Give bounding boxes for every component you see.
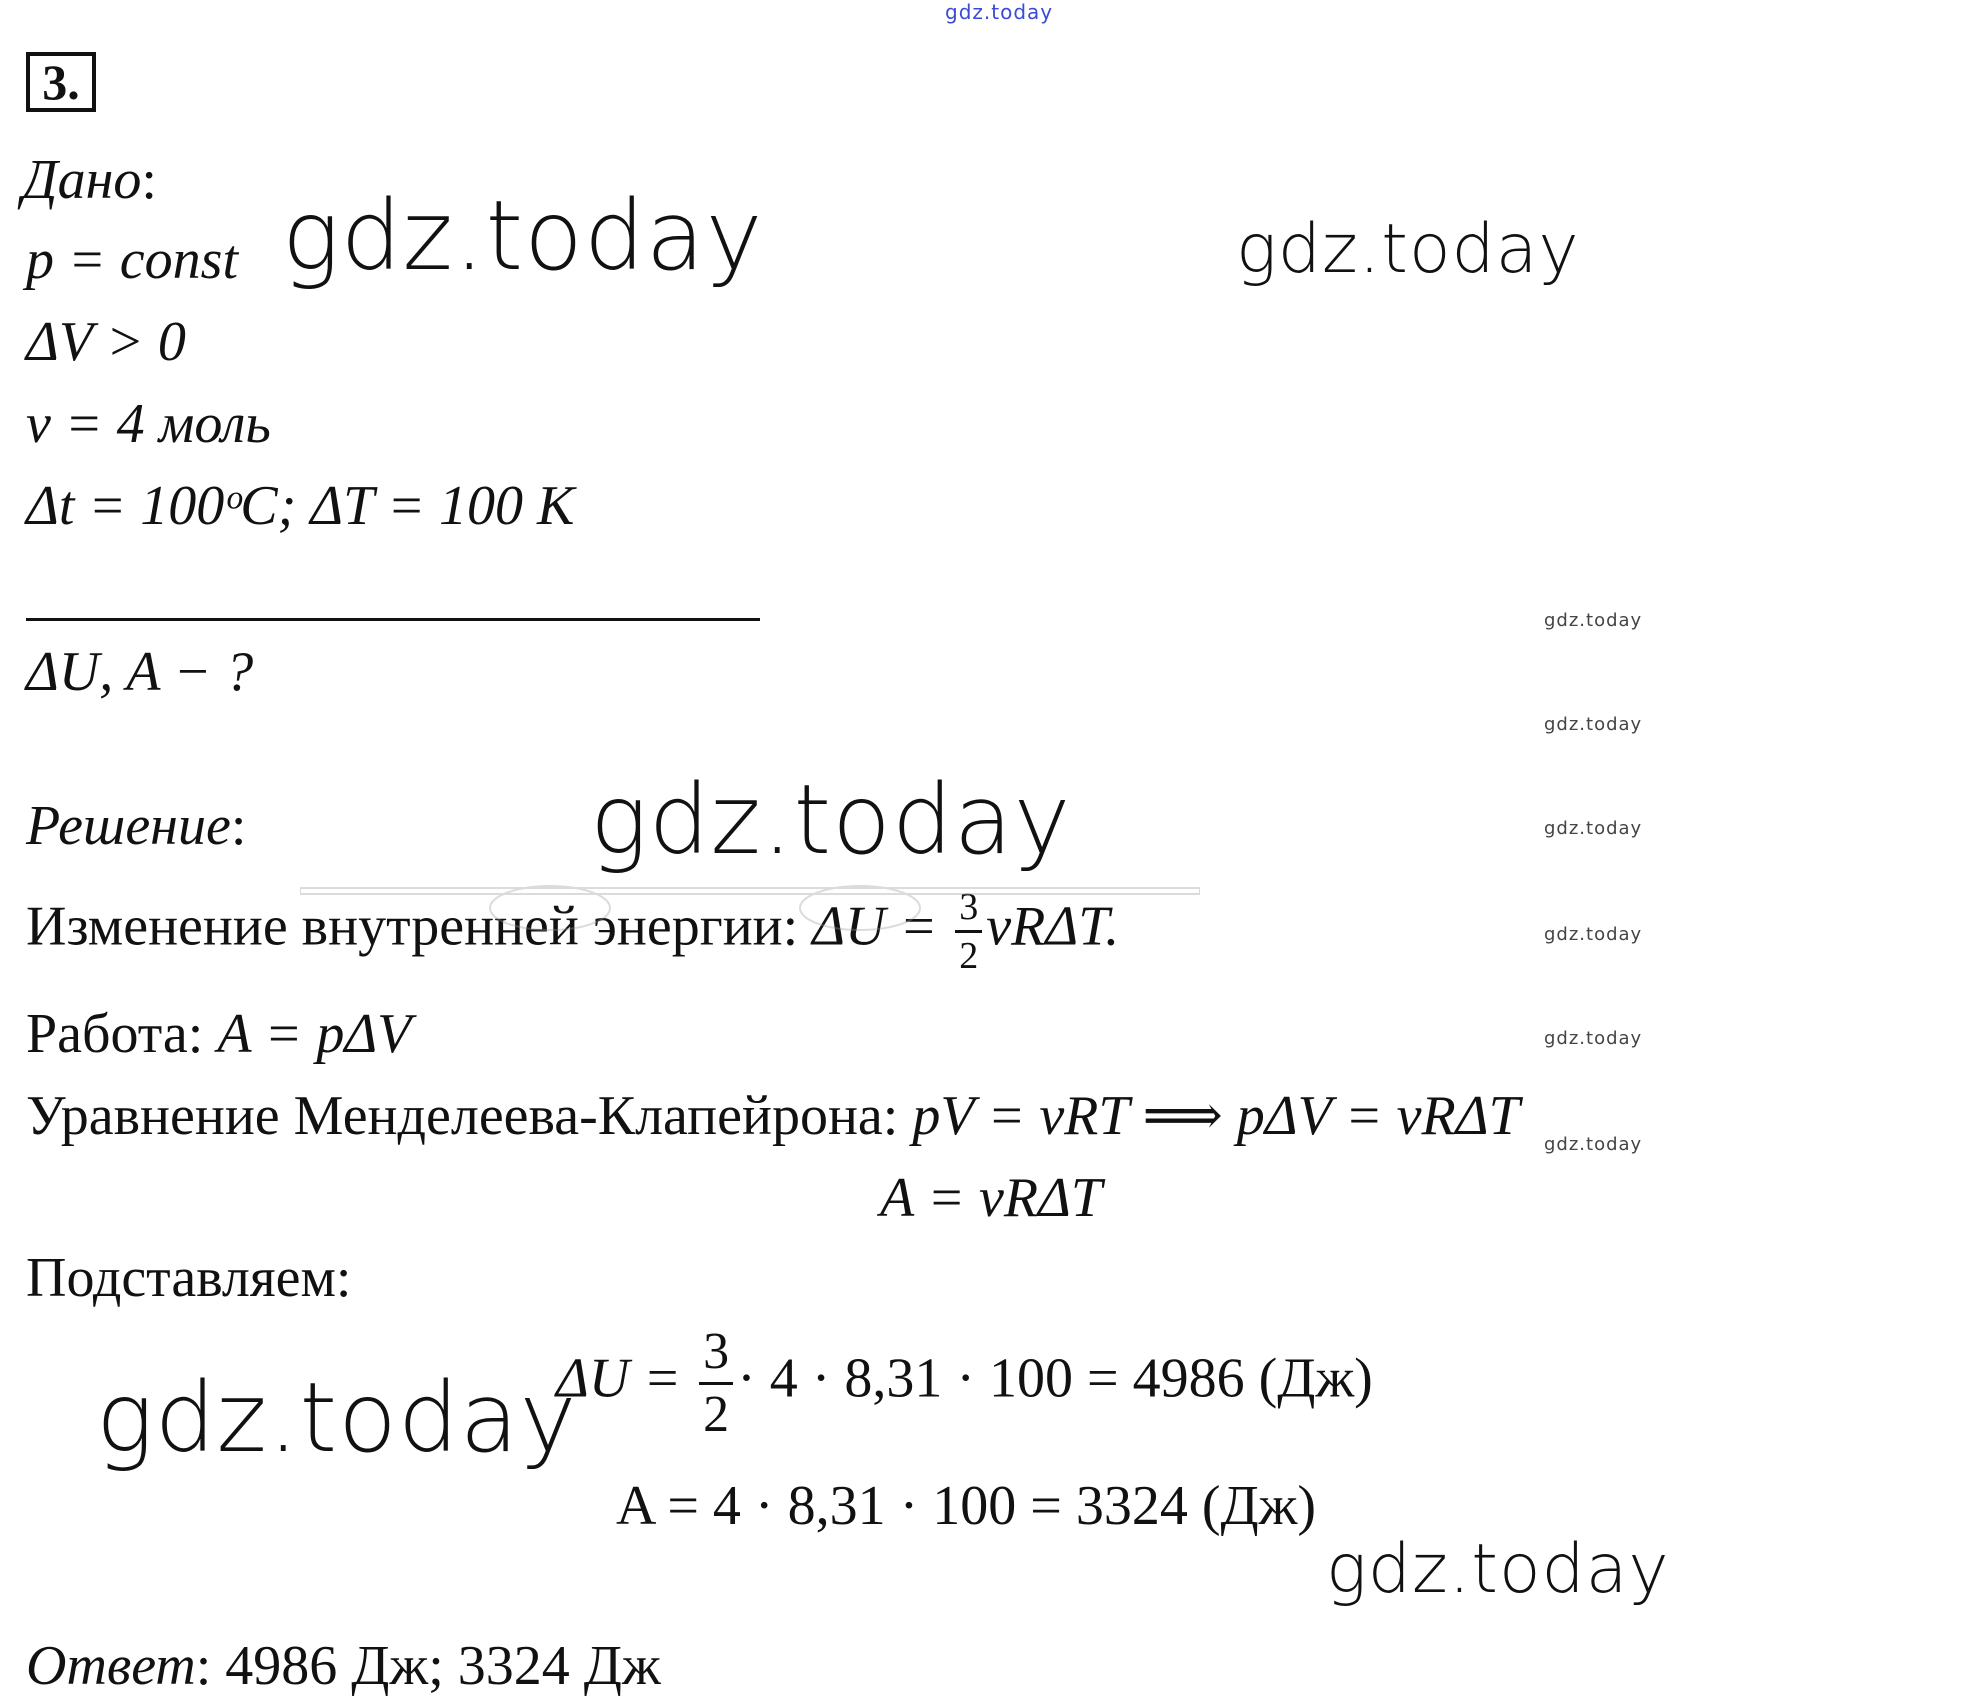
watermark: gdz.today	[590, 764, 1072, 876]
calc-fraction-denominator: 2	[703, 1386, 730, 1443]
given-colon: :	[141, 149, 157, 211]
calc-a-line: A = 4 · 8,31 · 100 = 3324 (Дж)	[616, 1475, 1316, 1537]
watermark: gdz.today	[96, 1362, 578, 1474]
solution-colon: :	[230, 795, 247, 857]
answer-label: Ответ	[26, 1635, 196, 1697]
work-text: Работа:	[26, 1003, 218, 1065]
calc-du-line	[556, 1323, 1373, 1443]
watermark: gdz.today	[1326, 1530, 1670, 1609]
solution-heading	[26, 794, 246, 858]
fraction-denominator: 2	[959, 935, 979, 977]
watermark: gdz.today	[1544, 610, 1643, 631]
mk-text: Уравнение Менделеева-Клапейрона:	[26, 1085, 913, 1147]
ghost-watermark-artifact	[300, 878, 1200, 938]
given-item-temperature: Δt = 100ᵒC; ΔT = 100 K	[26, 475, 575, 537]
given-label: Дано	[22, 149, 142, 211]
internal-energy-lhs: ΔU =	[812, 895, 952, 958]
calc-du-fraction	[699, 1323, 733, 1443]
mk-formula: pV = νRT ⟹ pΔV = νRΔT	[912, 1085, 1520, 1147]
work-result: A = νRΔT	[880, 1167, 1103, 1229]
find-line: ΔU, A − ?	[26, 641, 254, 703]
given-item-volume: ΔV > 0	[26, 311, 186, 373]
calc-fraction-numerator: 3	[699, 1326, 733, 1385]
substitute-text: Подставляем:	[26, 1247, 352, 1309]
watermark: gdz.today	[1544, 1134, 1643, 1155]
given-divider	[26, 618, 760, 621]
answer-line	[26, 1634, 661, 1698]
watermark: gdz.today	[1544, 818, 1643, 839]
watermark: gdz.today	[1544, 714, 1643, 735]
work-formula: A = pΔV	[217, 1003, 412, 1065]
problem-number: 3.	[26, 52, 96, 112]
header-watermark: gdz.today	[945, 0, 1054, 24]
fraction-numerator: 3	[955, 888, 982, 933]
internal-energy-rhs: νRΔT.	[986, 895, 1120, 958]
calc-du-lhs: ΔU =	[556, 1347, 696, 1410]
watermark: gdz.today	[1544, 1028, 1643, 1049]
solution-label: Решение	[26, 795, 231, 857]
answer-value: : 4986 Дж; 3324 Дж	[195, 1635, 661, 1697]
given-heading	[22, 148, 157, 212]
given-item-moles: ν = 4 моль	[26, 393, 271, 455]
watermark: gdz.today	[1544, 924, 1643, 945]
mendeleev-clapeyron-line	[26, 1084, 1520, 1148]
watermark: gdz.today	[1236, 210, 1580, 289]
work-line	[26, 1002, 411, 1066]
calc-du-rhs: · 4 · 8,31 · 100 = 4986 (Дж)	[737, 1347, 1373, 1410]
internal-energy-text: Изменение внутренней энергии:	[26, 895, 813, 958]
watermark: gdz.today	[282, 180, 764, 292]
given-item-pressure: p = const	[26, 229, 238, 291]
